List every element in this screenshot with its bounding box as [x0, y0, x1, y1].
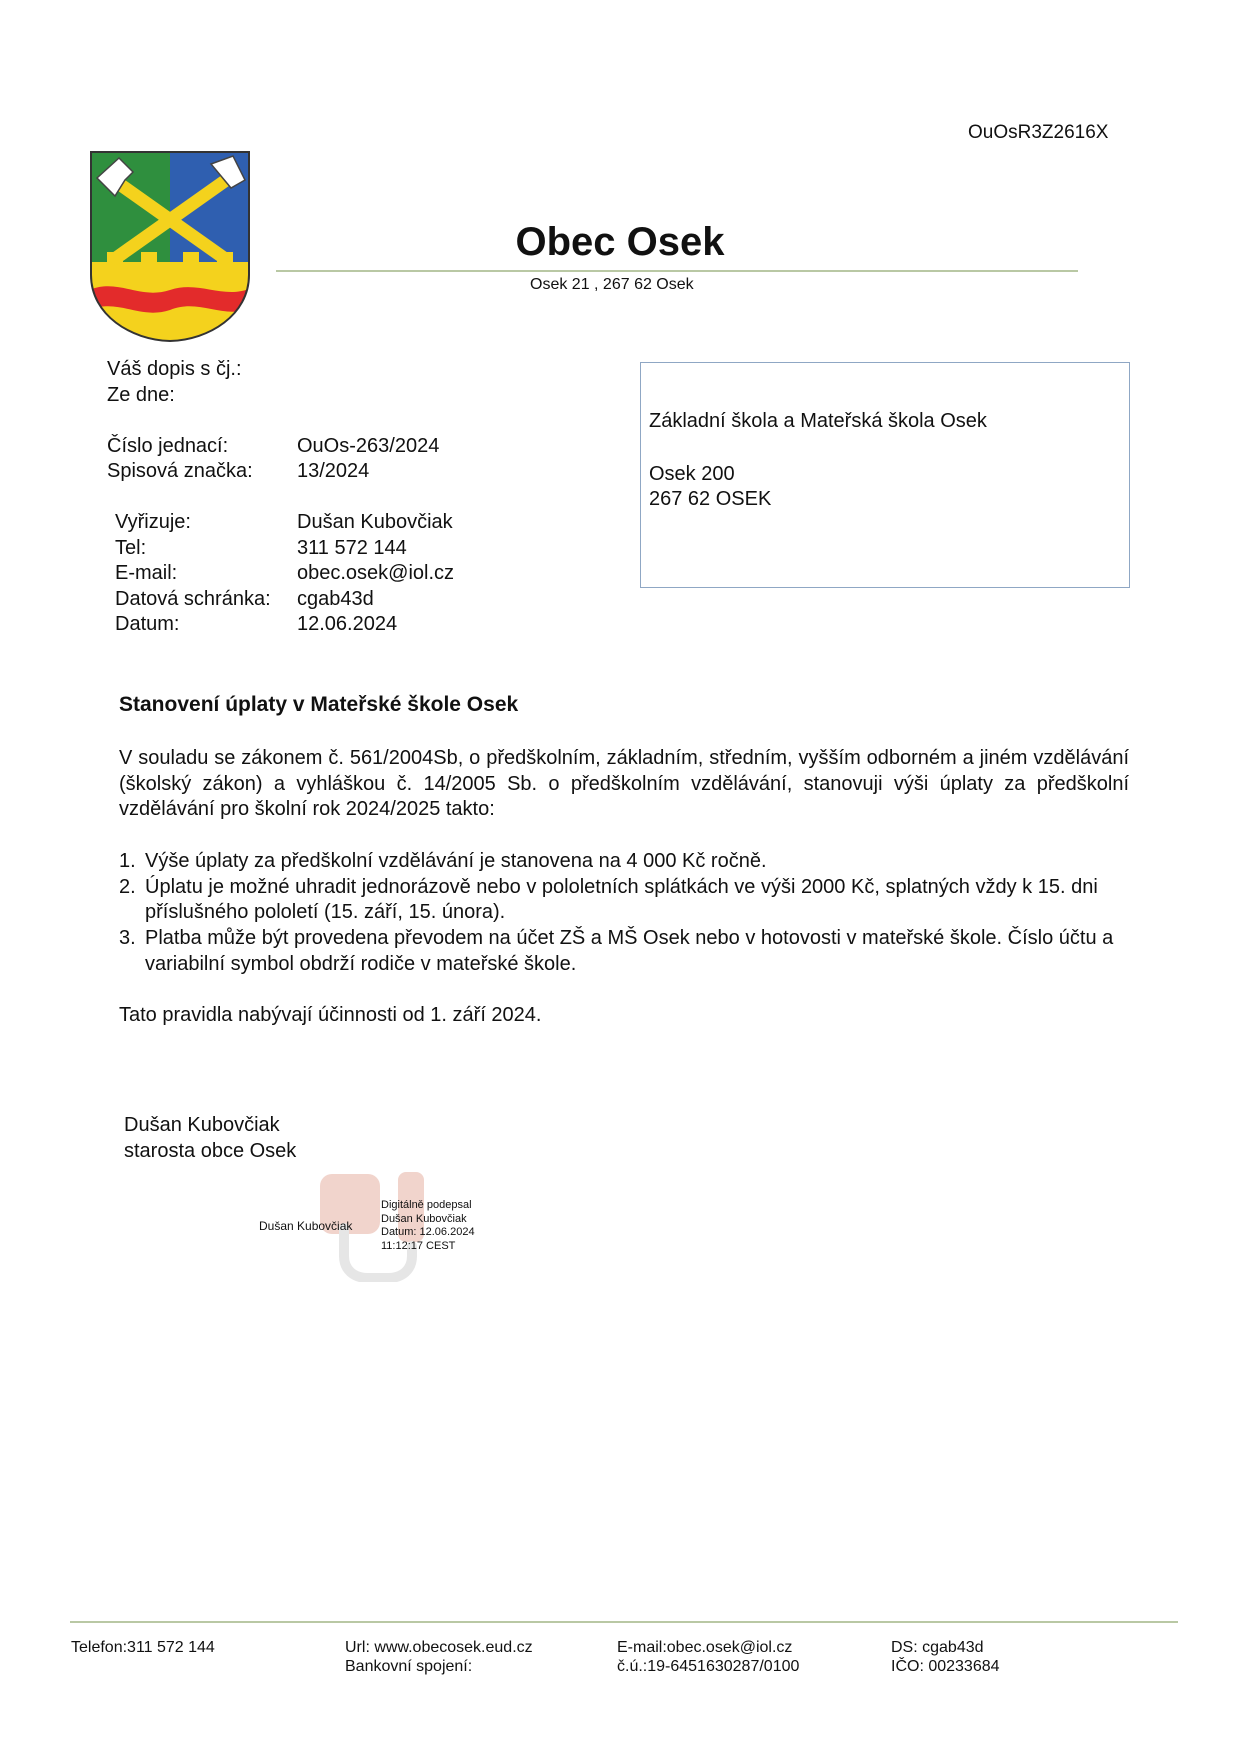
digital-signature-name: Dušan Kubovčiak [259, 1219, 353, 1233]
tel-label: Tel: [115, 536, 147, 559]
list-item [119, 849, 1129, 875]
signer-role: starosta obce Osek [124, 1140, 297, 1162]
handled-by-label: Vyřizuje: [115, 511, 191, 533]
letter-subject: Stanovení úplaty v Mateřské škole Osek [119, 693, 519, 716]
data-box-label: Datová schránka: [115, 587, 271, 610]
footer-phone: Telefon:311 572 144 [71, 1639, 215, 1656]
footer-email-column [617, 1638, 799, 1676]
signer-name: Dušan Kubovčiak [124, 1114, 280, 1136]
footer-url: Url: www.obecosek.eud.cz [345, 1639, 533, 1656]
file-number-label: Číslo jednací: [107, 434, 229, 457]
date-label: Datum: [115, 613, 180, 635]
effective-date-statement: Tato pravidla nabývají účinnosti od 1. září 2024. [119, 1004, 542, 1026]
recipient-name: Základní škola a Mateřská škola Osek [649, 410, 987, 432]
terms-list [119, 849, 1129, 978]
list-item-text: Platba může být provedena převodem na účet ZŠ a MŠ Osek nebo v hotovosti v mateřské škole. Číslo účtu a variabilní symbol obdrží rodiče v mateřské škole. [145, 927, 1114, 975]
recipient-address-box [640, 362, 1130, 588]
footer-bank: Bankovní spojení: [345, 1658, 473, 1675]
list-item [119, 926, 1129, 977]
footer-ds: DS: cgab43d [891, 1639, 984, 1656]
docket-label: Spisová značka: [107, 460, 253, 482]
footer-email: E-mail:obec.osek@iol.cz [617, 1639, 793, 1656]
footer-account: č.ú.:19-6451630287/0100 [617, 1658, 800, 1675]
coat-of-arms-icon [89, 150, 251, 343]
handled-by-value: Dušan Kubovčiak [297, 511, 453, 533]
footer-web-column [345, 1638, 533, 1676]
digital-signature-line: Dušan Kubovčiak [381, 1212, 467, 1225]
list-item-text: Úplatu je možné uhradit jednorázově nebo v pololetních splátkách ve výši 2000 Kč, splatných vždy k 15. dni příslušného pololetí (15. září, 15. února). [145, 875, 1098, 924]
list-item-number: 2. [119, 875, 136, 898]
tel-value: 311 572 144 [297, 536, 407, 559]
docket-value: 13/2024 [297, 460, 370, 482]
digital-signature-line: Digitálně podepsal [381, 1199, 472, 1211]
recipient-city: 267 62 OSEK [649, 488, 772, 510]
footer-phone-column [71, 1638, 215, 1657]
footer-ids-column [891, 1638, 1000, 1676]
email-value: obec.osek@iol.cz [297, 562, 455, 584]
letter-intro [119, 746, 1129, 823]
footer-divider [70, 1621, 1178, 1623]
signer-block [124, 1112, 296, 1164]
email-label: E-mail: [115, 562, 178, 584]
digital-signature-details [381, 1199, 475, 1253]
recipient-street: Osek 200 [649, 463, 735, 485]
header-divider [276, 270, 1078, 272]
organization-address: Osek 21 , 267 62 Osek [530, 276, 694, 293]
organization-title: Obec Osek [515, 220, 725, 264]
digital-signature-line: 11:12:17 CEST [381, 1239, 456, 1252]
list-item [119, 875, 1129, 926]
list-item-text: Výše úplaty za předškolní vzdělávání je stanovena na 4 000 Kč ročně. [145, 850, 767, 872]
list-item-number: 1. [119, 850, 136, 872]
date-from-label: Ze dne: [107, 383, 175, 406]
footer-ico: IČO: 00233684 [891, 1658, 1000, 1675]
data-box-value: cgab43d [297, 587, 374, 610]
list-item-number: 3. [119, 927, 136, 950]
date-value: 12.06.2024 [297, 613, 398, 635]
intro-paragraph: V souladu se zákonem č. 561/2004Sb, o předškolním, základním, středním, vyšším odborném a jiném vzdělávání (školský zákon) a vyhláškou č. 14/2005 Sb. o předškolním vzdělávání, stanovuji výši úplaty za předškolní vzdělávání pro školní rok 2024/2025 takto: [119, 747, 1129, 821]
your-letter-label: Váš dopis s čj.: [107, 358, 242, 380]
file-number-value: OuOs-263/2024 [297, 434, 440, 457]
digital-signature-line: Datum: 12.06.2024 [381, 1226, 475, 1238]
document-id: OuOsR3Z2616X [968, 122, 1109, 143]
